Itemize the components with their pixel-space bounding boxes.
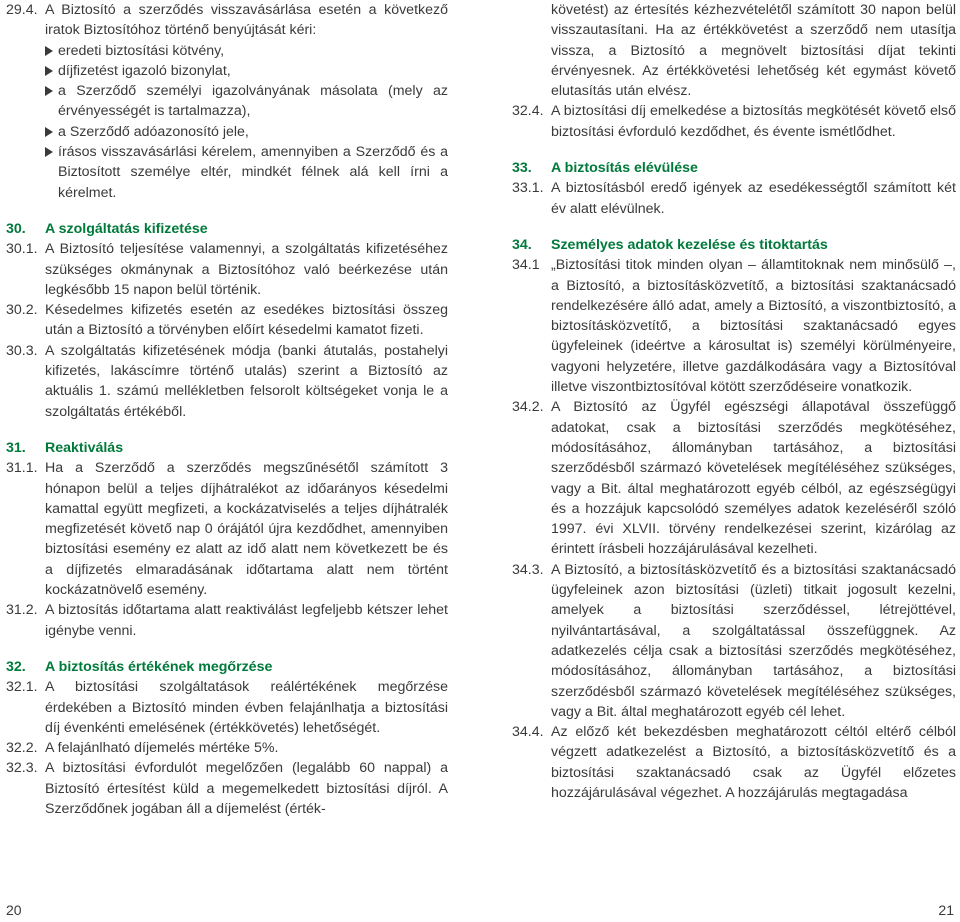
section-heading-33 [512,158,956,178]
section-number: 34.3. [512,561,544,578]
left-page-column [6,0,448,819]
section-number: 31.1. [6,460,38,477]
section-31-2 [6,600,448,641]
section-text: A szolgáltatás kifizetésének módja (banki átutalás, postahelyi kifizetés, lakáscímre történő utalás) szerint a Biztosító az aktuális 1. számú mellékletben felsorolt költségeket vonja le a szolgáltatás értékéből. [45,342,448,420]
section-text: A biztosítási díj emelkedése a biztosítás megkötését követő első biztosítási évforduló kezdődhet, és évente ismétlődhet. [551,103,956,140]
section-number: 30.3. [6,342,38,359]
section-30-2 [6,300,448,341]
section-text: A Biztosító teljesítése valamennyi, a szolgáltatás kifizetéséhez szükséges okmánynak a Biztosítóhoz való beérkezése után legkésőbb 15 napon belül történik. [45,241,448,298]
heading-title: A biztosítás elévülése [551,160,698,177]
section-34-3 [512,560,956,722]
heading-title: A szolgáltatás kifizetése [45,220,208,237]
section-text: A biztosítás időtartama alatt reaktiválást legfeljebb kétszer lehet igénybe venni. [45,602,448,639]
section-text: „Biztosítási titok minden olyan – államtitoknak nem minősülő –, a Biztosító, a biztosításközvetítő, a biztosítási szaktanácsadó rendelkezésére álló adat, amely a Biztosító, a viszontbiztosító, a biztosításközvetítő, a biztosítási szaktanácsadó egyes ügyfeleinek (ideértve a károsultat is) személyi körülményeire, vagyoni helyzetére, illetve gazdálkodására vagy a Biztosítóval illetve viszontbiztosítóval kötött szerződéseire vonatkozik. [551,257,956,396]
list-item: eredeti biztosítási kötvény, [45,41,448,61]
section-number: 32.2. [6,740,38,757]
heading-number: 32. [6,658,26,675]
section-number: 34.1 [512,257,540,274]
required-documents-list [45,41,448,203]
triangle-bullet-icon [45,147,53,157]
section-32-2 [6,738,448,758]
section-heading-34 [512,235,956,255]
triangle-bullet-icon [45,66,53,76]
section-number: 34.2. [512,399,544,416]
section-34-2 [512,397,956,559]
section-31-1 [6,458,448,600]
heading-title: Reaktiválás [45,439,124,456]
heading-number: 33. [512,160,532,177]
section-number: 30.2. [6,302,38,319]
triangle-bullet-icon [45,86,53,96]
section-34-4 [512,722,956,803]
section-number: 29.4. [6,2,38,18]
heading-number: 31. [6,439,26,456]
section-number: 34.4. [512,724,544,741]
section-text: A biztosítási szolgáltatások reálértékének megőrzése érdekében a Biztosító minden évben felajánlhatja a biztosítási díj évenkénti emelésének (értékkövetés) lehetőségét. [45,679,448,736]
section-heading-31 [6,438,448,458]
section-30-3 [6,341,448,422]
section-32-3-continued [512,0,956,101]
section-text: A felajánlható díjemelés mértéke 5%. [45,740,279,757]
section-32-1 [6,677,448,738]
section-30-1 [6,239,448,300]
list-item: írásos visszavásárlási kérelem, amennyiben a Szerződő és a Biztosított személye eltér, mindkét félnek alá kell írni a kérelmet. [45,142,448,203]
section-number: 33.1. [512,180,544,197]
page-number-left: 20 [6,902,22,918]
section-number: 30.1. [6,241,38,258]
continued-text: követést) az értesítés kézhezvételétől számított 30 napon belül visszautasítani. Ha az értékkövetést a szerződő nem utasítja vissza, a Biztosító a megnövelt biztosítási díjat tekinti érvényesnek. Az értékkövetési lehetőség két egymást követő elutasítás után elvész. [551,2,956,100]
section-text: Késedelmes kifizetés esetén az esedékes biztosítási összeg után a Biztosító a törvényben előírt késedelmi kamatot fizeti. [45,302,448,339]
section-text: A biztosítási évfordulót megelőzően (legalább 60 nappal) a Biztosító értesítést küld a megemelkedett biztosítási díjról. A Szerződőnek jogában áll a díjemelést (érték- [45,760,448,817]
section-33-1 [512,178,956,219]
page-number-right: 21 [938,902,954,918]
section-number: 32.3. [6,760,38,777]
section-heading-32 [6,657,448,677]
heading-number: 30. [6,220,26,237]
section-number: 32.1. [6,679,38,696]
section-32-3 [6,758,448,819]
right-page-column [512,0,956,803]
section-heading-30 [6,219,448,239]
section-text: A Biztosító a szerződés visszavásárlása esetén a következő iratok Biztosítóhoz történő benyújtását kéri: [45,2,448,39]
section-32-4 [512,101,956,142]
list-item: a Szerződő személyi igazolványának másolata (mely az érvényességét is tartalmazza), [45,81,448,122]
heading-title: A biztosítás értékének megőrzése [45,658,273,675]
section-number: 32.4. [512,103,544,120]
section-text: A biztosításból eredő igények az esedékességtől számított két év alatt elévülnek. [551,180,956,217]
list-item: díjfizetést igazoló bizonylat, [45,61,448,81]
heading-title: Személyes adatok kezelése és titoktartás [551,236,828,253]
section-29-4 [6,0,448,41]
heading-number: 34. [512,236,532,253]
triangle-bullet-icon [45,127,53,137]
section-text: A Biztosító, a biztosításközvetítő és a biztosítási szaktanácsadó ügyfeleinek azon biztosítási (üzleti) titkait jogosult kezelni, amelyek a biztosítási szerződéssel, létrejöttével, nyilvántartásával, a szolgáltatással összefüggnek. Az adatkezelés célja csak a biztosítási szerződés megkötéséhez, módosításához, állományban tartásához, a biztosítási szerződésből származó követelések megítéléséhez szükséges, vagy a Bit. által meghatározott egyéb cél lehet. [551,561,956,720]
section-number: 31.2. [6,602,38,619]
section-text: Az előző két bekezdésben meghatározott céltól eltérő célból végzett adatkezelést a Biztosító, a biztosításközvetítő és a biztosítási szaktanácsadó csak az Ügyfél előzetes hozzájárulásával végezhet. A hozzájárulás megtagadása [551,724,956,801]
section-34-1 [512,255,956,397]
section-text: A Biztosító az Ügyfél egészségi állapotával összefüggő adatokat, csak a biztosítási szerződés megkötéséhez, módosításához, állományban tartásához, a biztosítási szerződésből származó követelések megítéléséhez szükséges, vagy a Bit. által meghatározott egyéb célból, az egészségügyi és a hozzájuk kapcsolódó személyes adatok kezeléséről szóló 1997. évi XLVII. törvény rendelkezései szerint, kizárólag az érintett írásbeli hozzájárulásával kezelheti. [551,399,956,558]
list-item: a Szerződő adóazonosító jele, [45,122,448,142]
section-text: Ha a Szerződő a szerződés megszűnésétől számított 3 hónapon belül a teljes díjhátralékot az időarányos késedelmi kamattal együtt megfizeti, a kockázatviselés a teljes díjhátralék megfizetését követő nap 0 órájától újra kezdődhet, amennyiben biztosítási esemény ez alatt az idő alatt nem következett be és a díjfizetés elmaradásának időtartama alatt nem történt kockázatnövelő esemény. [45,460,448,599]
triangle-bullet-icon [45,46,53,56]
